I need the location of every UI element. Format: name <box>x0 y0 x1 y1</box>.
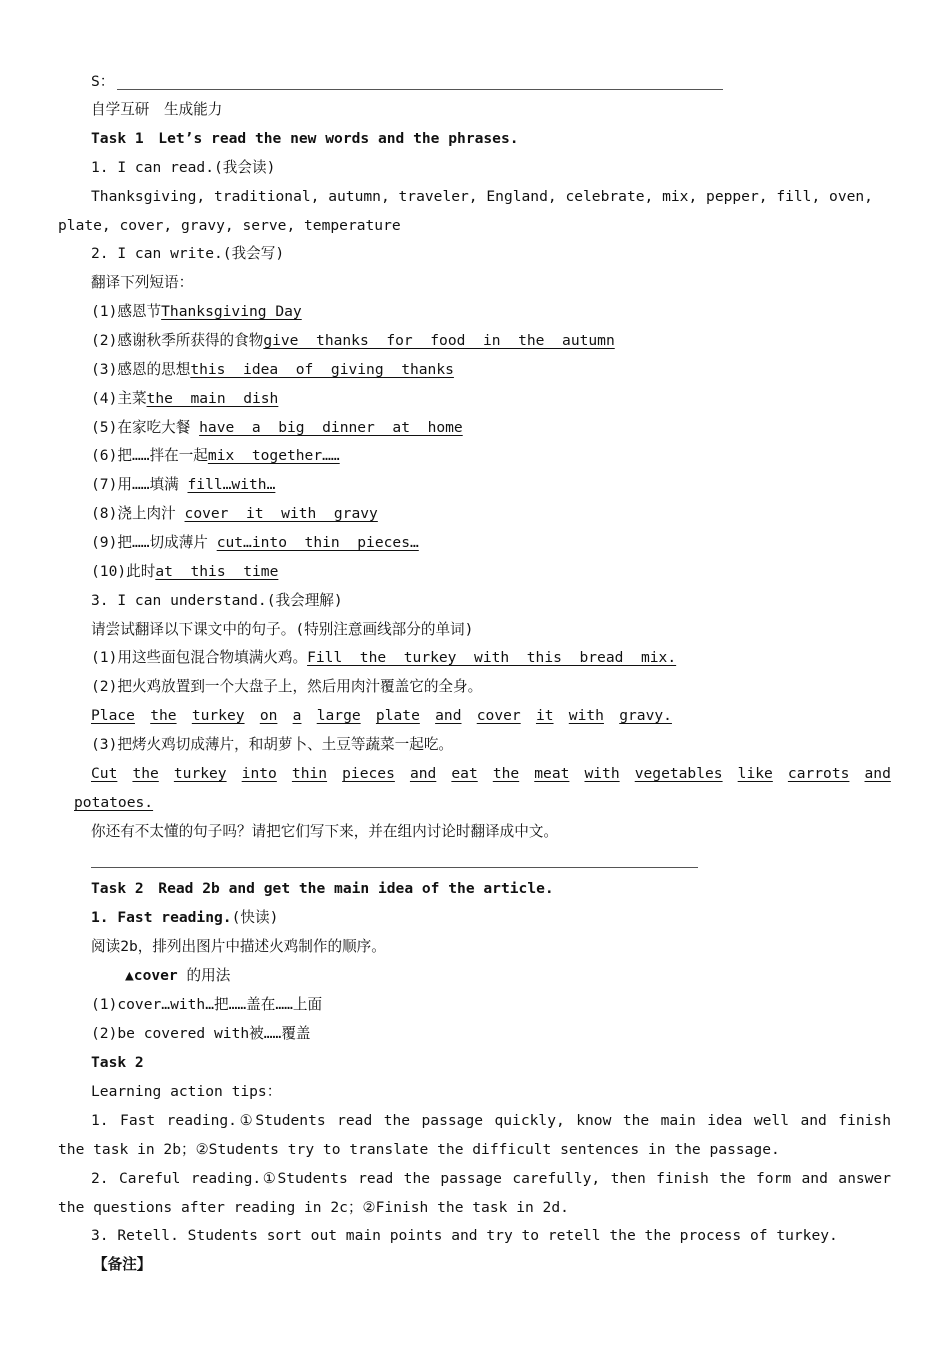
phrase-row: (10)此时at this time <box>91 563 279 580</box>
phrase-row: (9)把……切成薄片 cut…into thin pieces… <box>91 534 419 551</box>
sentence-2-zh: (2)把火鸡放置到一个大盘子上，然后用肉汁覆盖它的全身。 <box>91 678 483 695</box>
answer-word: plate <box>375 707 420 724</box>
task2-title: Task 2 Read 2b and get the main idea of the article. <box>91 880 554 897</box>
answer-line <box>91 867 698 868</box>
answer-word: Cut <box>91 765 118 782</box>
answer-word: cover <box>476 707 521 724</box>
answer-word: it <box>535 707 554 724</box>
phrase-row: (8)浇上肉汁 cover it with gravy <box>91 505 378 522</box>
answer-word: with <box>584 765 620 782</box>
sentence-2-answer <box>91 706 672 726</box>
tip-1: 1. Fast reading.①Students read the passage quickly, know the main idea well and finish the task in 2b；②Students try to translate the difficult sentences in the passage. <box>58 1112 909 1158</box>
fast-title: 1. Fast reading.(快读) <box>91 909 279 926</box>
sentence-1: (1)用这些面包混合物填满火鸡。Fill the turkey with this bread mix. <box>91 649 677 666</box>
sentence-3-answer-cont: potatoes. <box>74 794 154 811</box>
tips-heading: Task 2 <box>91 1054 144 1071</box>
tips-label: Learning action tips： <box>91 1083 282 1100</box>
answer-word: and <box>864 765 891 782</box>
answer-word: with <box>568 707 604 724</box>
fast-prompt: 阅读2b，排列出图片中描述火鸡制作的顺序。 <box>91 938 386 955</box>
answer-word: into <box>241 765 277 782</box>
cover-usage-1: (1)cover…with…把……盖在……上面 <box>91 996 323 1013</box>
phrase-row: (2)感谢秋季所获得的食物give thanks for food in the autumn <box>91 332 615 349</box>
answer-word: the <box>132 765 159 782</box>
phrase-answer: cut…into thin pieces… <box>216 534 419 551</box>
item3-title: 3. I can understand.(我会理解) <box>91 592 343 609</box>
cover-usage-2: (2)be covered with被……覆盖 <box>91 1025 311 1042</box>
phrase-row: (7)用……填满 fill…with… <box>91 476 276 493</box>
notes-label: 【备注】 <box>93 1256 152 1273</box>
translate-prompt: 翻译下列短语： <box>91 274 194 291</box>
answer-word: large <box>316 707 361 724</box>
sentence-3-zh: (3)把烤火鸡切成薄片，和胡萝卜、土豆等蔬菜一起吃。 <box>91 736 454 753</box>
answer-line <box>117 89 723 90</box>
phrase-answer: fill…with… <box>187 476 276 493</box>
answer-word: gravy. <box>619 707 672 724</box>
answer-word: like <box>737 765 773 782</box>
answer-word: the <box>492 765 520 782</box>
tip-2: 2. Careful reading.①Students read the passage carefully, then finish the form and answer the questions after reading in 2c；②Finish the task in 2d. <box>58 1170 891 1216</box>
answer-word: and <box>409 765 437 782</box>
item1-title: 1. I can read.(我会读) <box>91 159 276 176</box>
answer-word: meat <box>534 765 570 782</box>
item2-title: 2. I can write.(我会写) <box>91 245 285 262</box>
answer-word: pieces <box>342 765 395 782</box>
answer-word: eat <box>451 765 478 782</box>
phrase-answer: this idea of giving thanks <box>190 361 454 378</box>
answer-word: turkey <box>191 707 245 724</box>
answer-word: on <box>259 707 278 724</box>
phrase-row: (3)感恩的思想this idea of giving thanks <box>91 361 454 378</box>
phrase-row: (1)感恩节Thanksgiving Day <box>91 303 302 320</box>
answer-word: thin <box>291 765 328 782</box>
phrase-answer: the main dish <box>146 390 279 407</box>
words-line-2: plate, cover, gravy, serve, temperature <box>58 217 401 234</box>
phrase-answer: cover it with gravy <box>184 505 378 522</box>
phrase-answer: give thanks for food in the autumn <box>263 332 615 349</box>
words-line-1: Thanksgiving, traditional, autumn, traveler, England, celebrate, mix, pepper, fill, oven, <box>91 188 873 205</box>
cover-usage-title: ▲cover 的用法 <box>125 967 231 984</box>
answer-word: Place <box>91 707 135 724</box>
answer-word: carrots <box>787 765 850 782</box>
phrase-row: (6)把……拌在一起mix together…… <box>91 447 340 464</box>
s-label: S： <box>91 73 115 90</box>
phrase-answer: Thanksgiving Day <box>161 303 302 320</box>
answer-word: vegetables <box>634 765 723 782</box>
sentence-1-answer: Fill the turkey with this bread mix. <box>307 649 677 666</box>
tip-3: 3. Retell. Students sort out main points and try to retell the the process of turkey. <box>91 1227 838 1244</box>
phrase-row: (4)主菜the main dish <box>91 390 279 407</box>
task1-title: Task 1 Let’s read the new words and the phrases. <box>91 130 519 147</box>
phrase-row: (5)在家吃大餐 have a big dinner at home <box>91 419 463 436</box>
answer-word: the <box>150 707 177 724</box>
section-heading: 自学互研 生成能力 <box>91 101 223 118</box>
understand-prompt: 请尝试翻译以下课文中的句子。(特别注意画线部分的单词) <box>91 621 474 638</box>
phrase-answer: mix together…… <box>207 447 340 464</box>
answer-word: a <box>292 707 302 724</box>
phrase-answer: at this time <box>155 563 279 580</box>
sentence-3-answer <box>91 764 891 784</box>
ask-prompt: 你还有不太懂的句子吗？请把它们写下来，并在组内讨论时翻译成中文。 <box>91 823 559 840</box>
answer-word: and <box>435 707 462 724</box>
answer-word: turkey <box>173 765 227 782</box>
phrase-answer: have a big dinner at home <box>199 419 463 436</box>
